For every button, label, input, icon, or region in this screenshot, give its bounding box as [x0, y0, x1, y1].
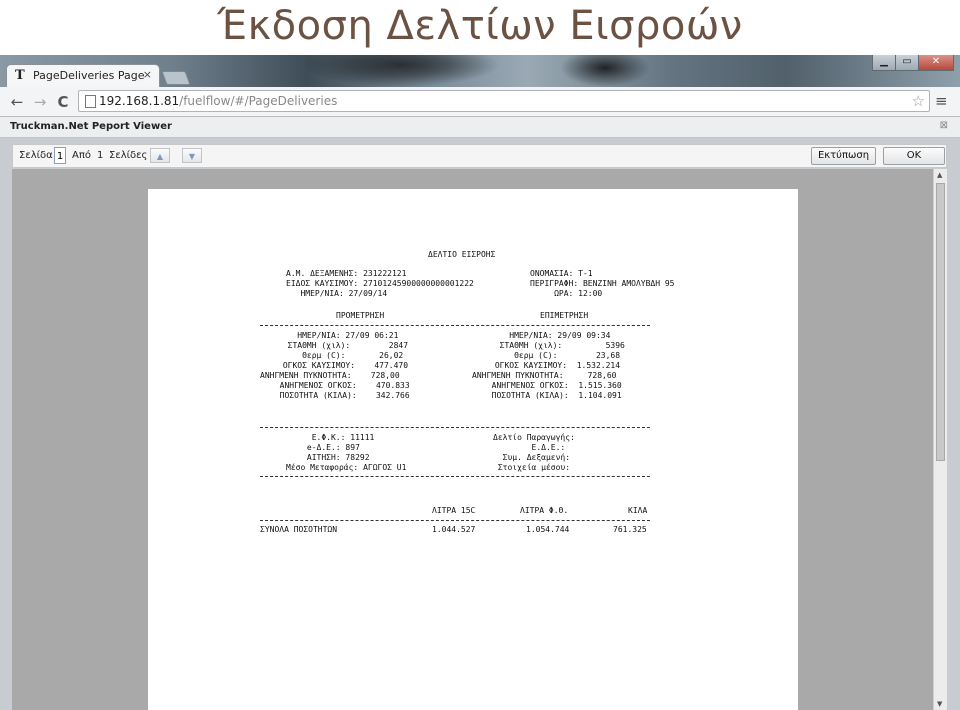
window-close-button[interactable]: ✕: [918, 55, 954, 71]
report-page: [148, 189, 798, 710]
maximize-button[interactable]: ▭: [895, 55, 919, 71]
pre-measure-row: ΣΤΑΘΜΗ (χιλ): 2847: [278, 341, 409, 350]
header-right-line: ΠΕΡΙΓΡΑΦΗ: ΒΕΝΖΙΝΗ ΑΜΟΛΥΒΔΗ 95: [530, 279, 675, 288]
report-rule: [260, 476, 650, 477]
slide-title: Έκδοση Δελτίων Εισροών: [217, 3, 743, 49]
post-measure-row: ΗΜΕΡ/ΝΙΑ: 29/09 09:34: [490, 331, 611, 340]
browser-tabstrip: [0, 55, 960, 87]
totals-kilos: 761.325: [613, 525, 647, 534]
post-measurement-heading: ΕΠΙΜΕΤΡΗΣΗ: [540, 311, 589, 320]
page-icon: [85, 95, 96, 108]
viewer-titlebar: [0, 117, 960, 138]
reload-icon[interactable]: C: [57, 93, 69, 111]
pre-measure-row: ΠΟΣΟΤΗΤΑ (ΚΙΛΑ): 342.766: [270, 391, 410, 400]
report-title: ΔΕΛΤΙΟ ΕΙΣΡΟΗΣ: [428, 250, 496, 259]
browser-tab[interactable]: [6, 64, 160, 87]
header-left-line: ΗΜΕΡ/ΝΙΑ: 27/09/14: [286, 289, 388, 298]
forward-arrow-icon[interactable]: →: [33, 93, 47, 111]
doc-right-row: Δελτίο Παραγωγής:: [493, 433, 575, 442]
ok-button[interactable]: OK: [883, 147, 945, 165]
viewer-toolbar: [12, 144, 947, 168]
url-text: [99, 94, 337, 108]
viewer-title: Truckman.Net Peport Viewer: [10, 121, 172, 132]
window-controls: [873, 55, 954, 71]
truckman-favicon-icon: T: [15, 68, 25, 83]
post-measure-row: ΑΝΗΓΜΕΝΗ ΠΥΚΝΟΤΗΤΑ: 728,60: [472, 371, 617, 380]
pre-measure-row: ΗΜΕΡ/ΝΙΑ: 27/09 06:21: [278, 331, 399, 340]
report-rule: [260, 427, 650, 428]
page-label: Σελίδα: [19, 150, 53, 161]
doc-left-row: Ε.Φ.Κ.: 11111: [278, 433, 375, 442]
total-pages: 1: [97, 150, 104, 161]
totals-liters-15c: 1.044.527: [432, 525, 476, 534]
post-measure-row: ΣΤΑΘΜΗ (χιλ): 5396: [490, 341, 625, 350]
browser-toolbar: [0, 87, 960, 117]
previous-page-button[interactable]: ▲: [150, 148, 170, 163]
pre-measurement-heading: ΠΡΟΜΕΤΡΗΣΗ: [336, 311, 385, 320]
pre-measure-row: ΑΝΗΓΜΕΝΗ ΠΥΚΝΟΤΗΤΑ: 728,00: [260, 371, 400, 380]
browser-window: [0, 55, 960, 710]
post-measure-row: ΟΓΚΟΣ ΚΑΥΣΙΜΟΥ: 1.532.214: [490, 361, 621, 370]
pre-measure-row: ΟΓΚΟΣ ΚΑΥΣΙΜΟΥ: 477.470: [278, 361, 409, 370]
minimize-button[interactable]: ▁: [872, 55, 896, 71]
report-rule: [260, 520, 650, 521]
doc-right-row: Στοιχεία μέσου:: [493, 463, 571, 472]
totals-header-liters-nt: ΛΙΤΡΑ Φ.Θ.: [520, 506, 569, 515]
post-measure-row: Θερμ (C): 23,68: [490, 351, 621, 360]
report-rule: [260, 325, 650, 326]
tab-close-icon[interactable]: ×: [142, 68, 152, 81]
pre-measure-row: ΑΝΗΓΜΕΝΟΣ ΟΓΚΟΣ: 470.833: [270, 381, 410, 390]
doc-left-row: Μέσο Μεταφοράς: ΑΓΩΓΟΣ U1: [286, 463, 407, 472]
doc-left-row: ΑΙΤΗΣΗ: 78292: [278, 453, 370, 462]
of-label: Από: [72, 150, 91, 161]
post-measure-row: ΑΝΗΓΜΕΝΟΣ ΟΓΚΟΣ: 1.515.360: [482, 381, 622, 390]
scroll-down-arrow-icon[interactable]: ▼: [937, 700, 943, 708]
scroll-up-arrow-icon[interactable]: ▲: [937, 171, 943, 179]
totals-liters-nt: 1.054.744: [526, 525, 570, 534]
pages-label: Σελίδες: [109, 150, 148, 161]
pre-measure-row: Θερμ (C): 26,02: [278, 351, 404, 360]
totals-label: ΣΥΝΟΛΑ ΠΟΣΟΤΗΤΩΝ: [260, 525, 338, 534]
scrollbar-thumb[interactable]: [936, 183, 945, 461]
menu-icon[interactable]: ≡: [935, 92, 948, 110]
next-page-button[interactable]: ▼: [182, 148, 202, 163]
tabstrip-background-art-2: [560, 55, 650, 87]
header-right-line: ΩΡΑ: 12:00: [530, 289, 603, 298]
doc-right-row: Συμ. Δεξαμενή:: [493, 453, 571, 462]
window-gutter: [947, 169, 960, 710]
new-tab-button[interactable]: [161, 71, 190, 85]
vertical-scrollbar[interactable]: [933, 169, 947, 710]
totals-header-liters-15c: ΛΙΤΡΑ 15C: [432, 506, 476, 515]
address-bar[interactable]: [78, 90, 930, 112]
viewer-close-icon[interactable]: ⊠: [939, 120, 948, 131]
url-host: 192.168.1.81: [99, 94, 180, 108]
tabstrip-background-art: [300, 55, 500, 87]
doc-right-row: Ε.Δ.Ε.:: [493, 443, 566, 452]
header-left-line: Α.Μ. ΔΕΞΑΜΕΝΗΣ: 231222121: [286, 269, 407, 278]
page-number-input[interactable]: 1: [54, 147, 66, 164]
header-right-line: ΟΝΟΜΑΣΙΑ: Τ-1: [530, 269, 593, 278]
doc-left-row: e-Δ.Ε.: 897: [278, 443, 360, 452]
tab-title: PageDeliveries Page: [33, 69, 145, 82]
totals-header-kilos: ΚΙΛΑ: [628, 506, 648, 515]
url-path: /fuelflow/#/PageDeliveries: [179, 94, 338, 108]
back-arrow-icon[interactable]: ←: [10, 93, 24, 111]
post-measure-row: ΠΟΣΟΤΗΤΑ (ΚΙΛΑ): 1.104.091: [482, 391, 622, 400]
header-left-line: ΕΙΔΟΣ ΚΑΥΣΙΜΟΥ: 27101245900000000001222: [286, 279, 474, 288]
print-button[interactable]: Εκτύπωση: [811, 147, 876, 165]
bookmark-star-icon[interactable]: ☆: [911, 92, 925, 110]
